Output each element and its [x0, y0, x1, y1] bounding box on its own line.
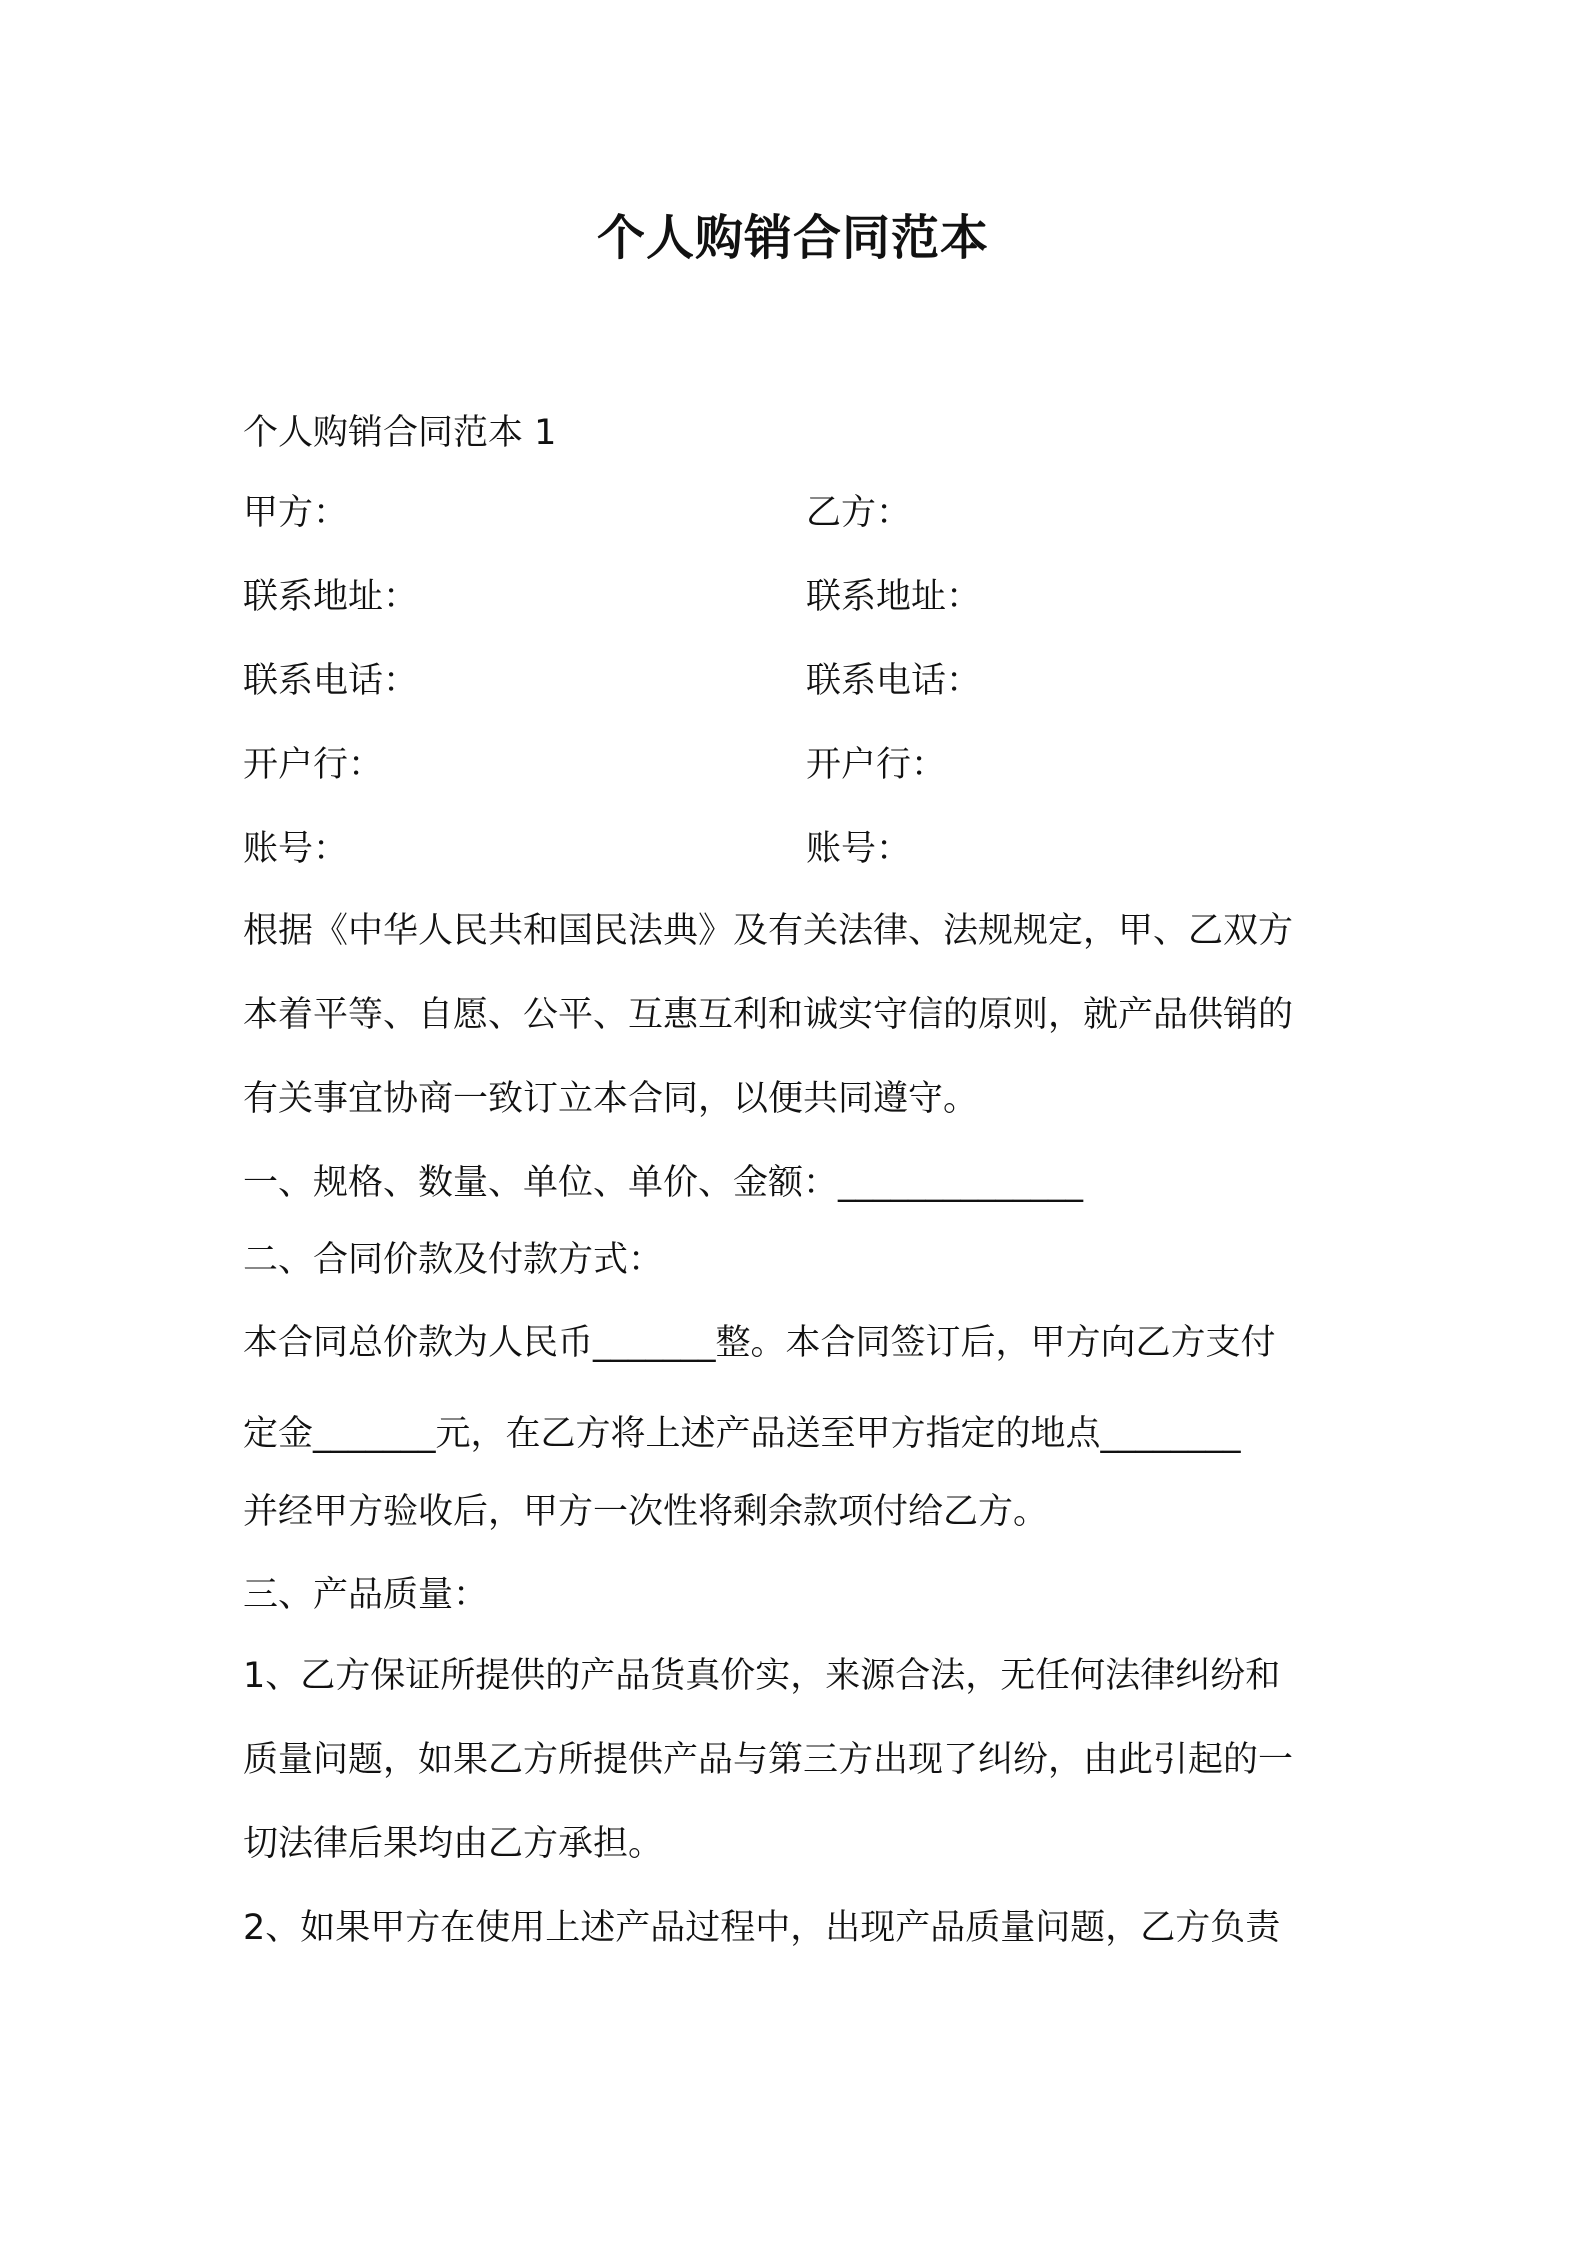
payment-line: 并经甲方验收后，甲方一次性将剩余款项付给乙方。 — [243, 1492, 1049, 1532]
quality-clause-line: 2、如果甲方在使用上述产品过程中，出现产品质量问题，乙方负责 — [243, 1908, 1281, 1948]
payment-line: 定金_______元，在乙方将上述产品送至甲方指定的地点________ — [243, 1414, 1241, 1454]
document-title: 个人购销合同范本 — [596, 210, 989, 266]
party-b-phone-label: 联系电话： — [806, 661, 982, 701]
party-row-account — [243, 826, 1353, 872]
quality-clause-line: 质量问题，如果乙方所提供产品与第三方出现了纠纷，由此引起的一 — [243, 1740, 1294, 1780]
section-product-quality: 三、产品质量： — [243, 1575, 489, 1615]
party-row-name — [243, 490, 1353, 536]
party-a-name-label: 甲方： — [243, 493, 349, 533]
party-a-phone-label: 联系电话： — [243, 661, 419, 701]
quality-clause-1 — [243, 1653, 1353, 1867]
party-row-address — [243, 574, 1353, 620]
payment-line: 本合同总价款为人民币_______整。本合同签订后，甲方向乙方支付 — [243, 1323, 1276, 1363]
payment-paragraph — [243, 1320, 1353, 1535]
document-content — [243, 410, 1353, 1951]
quality-clause-line: 1、乙方保证所提供的产品货真价实，来源合法，无任何法律纠纷和 — [243, 1656, 1281, 1696]
intro-line: 有关事宜协商一致订立本合同，以便共同遵守。 — [243, 1079, 979, 1119]
party-b-account-label: 账号： — [806, 829, 912, 869]
party-row-bank — [243, 742, 1353, 788]
section-specifications: 一、规格、数量、单位、单价、金额：______________ — [243, 1163, 1084, 1203]
intro-line: 本着平等、自愿、公平、互惠互利和诚实守信的原则，就产品供销的 — [243, 995, 1294, 1035]
party-b-bank-label: 开户行： — [806, 745, 947, 785]
party-b-address-label: 联系地址： — [806, 577, 982, 617]
intro-line: 根据《中华人民共和国民法典》及有关法律、法规规定，甲、乙双方 — [243, 911, 1294, 951]
section-price-payment: 二、合同价款及付款方式： — [243, 1240, 664, 1280]
party-row-phone — [243, 658, 1353, 704]
quality-clause-2 — [243, 1905, 1353, 1951]
contract-subtitle: 个人购销合同范本 1 — [243, 413, 557, 453]
party-b-name-label: 乙方： — [806, 493, 912, 533]
party-a-bank-label: 开户行： — [243, 745, 384, 785]
party-a-account-label: 账号： — [243, 829, 349, 869]
quality-clause-line: 切法律后果均由乙方承担。 — [243, 1824, 664, 1864]
party-a-address-label: 联系地址： — [243, 577, 419, 617]
contract-introduction — [243, 908, 1353, 1122]
